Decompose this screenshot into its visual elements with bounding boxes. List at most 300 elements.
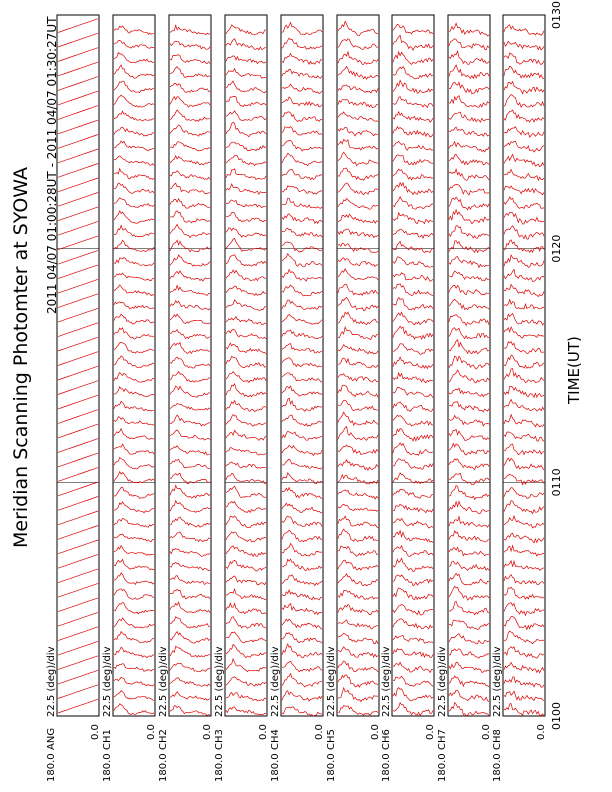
trace-line [393, 588, 433, 600]
trace-line [393, 312, 433, 325]
trace-line [393, 229, 433, 238]
trace-line [226, 239, 266, 252]
trace-line [449, 547, 489, 555]
trace-line [114, 314, 154, 324]
trace-line [504, 25, 544, 36]
trace-line [282, 373, 322, 383]
trace-line [504, 342, 544, 354]
x-tick-label: 0120 [550, 234, 563, 263]
trace-line [449, 573, 489, 585]
trace-line [170, 549, 210, 557]
trace-line [504, 415, 544, 427]
trace-line [114, 417, 154, 426]
trace-line [449, 501, 489, 514]
trace-line [58, 308, 98, 322]
trace-line [170, 97, 210, 108]
trace-line [449, 51, 489, 64]
trace-line [504, 53, 544, 65]
trace-line [504, 400, 544, 412]
trace-line [504, 314, 544, 326]
trace-line [504, 575, 544, 585]
trace-line [449, 561, 489, 570]
trace-line [449, 703, 489, 716]
trace-line [282, 559, 322, 570]
plot-title: Meridian Scanning Photomter at SYOWA [10, 166, 32, 548]
trace-line [58, 627, 98, 641]
trace-line [338, 445, 378, 455]
trace-line [226, 486, 266, 497]
trace-line [504, 533, 544, 543]
trace-line [114, 602, 154, 614]
trace-line [58, 468, 98, 482]
trace-line [226, 502, 266, 513]
trace-line [393, 443, 433, 455]
x-tick-labels [550, 1, 563, 730]
trace-line [449, 226, 489, 239]
trace-line [170, 301, 210, 310]
trace-line [504, 170, 544, 181]
trace-line [449, 299, 489, 309]
panel-name: CH3 [214, 729, 225, 750]
trace-line [170, 67, 210, 78]
trace-line [393, 688, 433, 701]
trace-line [58, 641, 98, 655]
trace-line [170, 343, 210, 354]
trace-line [170, 632, 210, 644]
trace-line [504, 546, 544, 556]
trace-line [393, 112, 433, 122]
trace-line [170, 183, 210, 194]
panel-ch8 [492, 15, 547, 782]
time-range-label: 2011 04/07 01:00:28UT - 2011 04/07 01:30:27UT [45, 16, 59, 314]
trace-line [114, 81, 154, 92]
panel-ch4 [270, 15, 325, 782]
trace-line [170, 678, 210, 686]
trace-line [282, 38, 322, 49]
trace-line [226, 142, 266, 150]
trace-line [226, 286, 266, 295]
trace-line [282, 358, 322, 367]
trace-line [282, 254, 322, 267]
y-tick-max: 180.0 [326, 753, 337, 782]
trace-line [449, 271, 489, 281]
trace-line [58, 207, 98, 221]
trace-line [114, 589, 154, 600]
trace-line [226, 111, 266, 121]
trace-line [393, 662, 433, 672]
y-tick-max: 180.0 [381, 753, 392, 782]
trace-group [58, 19, 98, 713]
trace-line [226, 589, 266, 600]
trace-line [282, 544, 322, 557]
trace-line [338, 67, 378, 80]
trace-line [393, 155, 433, 165]
trace-line [58, 106, 98, 120]
trace-line [226, 329, 266, 339]
trace-line [170, 110, 210, 121]
trace-line [226, 39, 266, 50]
trace-line [58, 48, 98, 62]
trace-line [58, 497, 98, 511]
trace-line [114, 546, 154, 556]
y-tick-max: 180.0 [46, 753, 57, 782]
trace-line [170, 142, 210, 151]
trace-line [338, 647, 378, 657]
trace-line [226, 255, 266, 266]
trace-line [338, 21, 378, 36]
trace-line [393, 344, 433, 355]
trace-line [338, 139, 378, 150]
trace-line [170, 706, 210, 716]
trace-group [338, 21, 378, 715]
trace-line [449, 315, 489, 326]
y-tick-max: 180.0 [158, 753, 169, 782]
trace-line [282, 707, 322, 716]
trace-line [226, 560, 266, 571]
trace-line [114, 169, 154, 180]
trace-line [282, 473, 322, 484]
trace-line [226, 532, 266, 542]
trace-line [449, 370, 489, 383]
trace-line [226, 603, 266, 614]
trace-line [58, 511, 98, 525]
panel-ch1 [102, 15, 157, 782]
trace-line [114, 429, 154, 440]
trace-line [58, 424, 98, 438]
trace-line [282, 445, 322, 455]
trace-line [114, 52, 154, 63]
trace-line [393, 242, 433, 253]
trace-line [58, 337, 98, 351]
trace-line [504, 127, 544, 138]
trace-line [226, 213, 266, 222]
trace-line [58, 598, 98, 612]
trace-line [58, 670, 98, 684]
trace-line [58, 77, 98, 91]
trace-line [226, 546, 266, 557]
y-tick-max: 180.0 [492, 753, 503, 782]
trace-line [170, 562, 210, 571]
trace-line [58, 453, 98, 467]
trace-line [393, 273, 433, 282]
trace-line [449, 356, 489, 369]
y-tick-min: 0.0 [314, 724, 325, 740]
trace-line [282, 127, 322, 136]
trace-line [504, 95, 544, 108]
trace-line [338, 199, 378, 210]
trace-line [449, 23, 489, 36]
trace-line [170, 357, 210, 368]
trace-line [504, 369, 544, 383]
trace-line [170, 314, 210, 324]
trace-line [338, 688, 378, 702]
trace-line [504, 141, 544, 152]
trace-line [338, 574, 378, 586]
trace-line [226, 96, 266, 106]
trace-line [282, 575, 322, 586]
trace-line [170, 473, 210, 483]
trace-line [338, 633, 378, 644]
trace-line [226, 228, 266, 237]
trace-line [282, 214, 322, 224]
trace-line [449, 39, 489, 50]
trace-line [449, 96, 489, 108]
trace-line [114, 141, 154, 151]
trace-line [393, 604, 433, 615]
trace-line [170, 211, 210, 223]
trace-line [114, 285, 154, 296]
x-tick-label: 0130 [550, 1, 563, 29]
trace-line [338, 504, 378, 511]
trace-line [282, 315, 322, 325]
trace-line [170, 386, 210, 397]
trace-line [170, 41, 210, 49]
trace-line [393, 35, 433, 50]
trace-line [226, 56, 266, 64]
trace-line [449, 257, 489, 268]
trace-line [114, 40, 154, 48]
trace-line [58, 555, 98, 569]
trace-line [449, 634, 489, 644]
y-tick-min: 0.0 [202, 724, 213, 740]
trace-line [170, 446, 210, 455]
trace-line [114, 258, 154, 266]
trace-line [504, 691, 544, 700]
trace-line [170, 125, 210, 136]
trace-line [58, 62, 98, 76]
trace-line [449, 112, 489, 122]
trace-line [449, 169, 489, 180]
trace-line [226, 401, 266, 412]
scale-label: 22.5 (deg)/div [46, 646, 57, 717]
trace-line [226, 317, 266, 325]
scale-label: 22.5 (deg)/div [158, 646, 169, 717]
trace-line [449, 185, 489, 196]
trace-line [282, 674, 322, 687]
trace-line [114, 487, 154, 498]
panel-ch2 [158, 15, 213, 782]
trace-line [338, 529, 378, 541]
trace-line [393, 676, 433, 686]
y-tick-min: 0.0 [425, 724, 436, 740]
trace-line [504, 561, 544, 571]
trace-line [170, 459, 210, 468]
trace-line [504, 82, 544, 94]
trace-line [170, 240, 210, 252]
trace-line [504, 617, 544, 630]
trace-line [170, 415, 210, 426]
trace-line [393, 635, 433, 643]
trace-line [338, 385, 378, 397]
trace-group [114, 26, 154, 715]
trace-line [338, 460, 378, 470]
trace-line [58, 250, 98, 264]
trace-line [504, 458, 544, 470]
trace-line [282, 691, 322, 701]
trace-line [114, 691, 154, 701]
trace-line [504, 66, 544, 79]
trace-line [449, 662, 489, 672]
scale-label: 22.5 (deg)/div [102, 646, 113, 717]
trace-line [338, 243, 378, 253]
trace-line [226, 343, 266, 354]
trace-line [226, 372, 266, 383]
trace-line [449, 601, 489, 615]
trace-line [504, 212, 544, 224]
trace-line [393, 298, 433, 310]
trace-line [338, 52, 378, 65]
trace-line [393, 489, 433, 498]
trace-line [449, 65, 489, 78]
trace-line [393, 558, 433, 571]
trace-line [393, 459, 433, 470]
trace-line [449, 586, 489, 600]
trace-line [58, 221, 98, 235]
trace-line [393, 357, 433, 368]
trace-line [504, 444, 544, 455]
trace-line [170, 83, 210, 92]
trace-line [226, 576, 266, 585]
trace-line [282, 633, 322, 644]
trace-line [338, 85, 378, 93]
y-tick-max: 180.0 [102, 753, 113, 782]
panel-frame [57, 15, 99, 716]
panel-name: CH7 [437, 729, 448, 750]
trace-line [449, 142, 489, 152]
trace-line [504, 677, 544, 688]
trace-line [282, 228, 322, 237]
trace-line [170, 55, 210, 64]
trace-line [170, 663, 210, 672]
trace-line [282, 285, 322, 296]
trace-line [338, 560, 378, 570]
trace-line [170, 371, 210, 382]
trace-line [58, 120, 98, 134]
trace-line [170, 156, 210, 165]
trace-line [170, 199, 210, 208]
trace-line [282, 23, 322, 35]
trace-line [282, 386, 322, 396]
trace-line [226, 645, 266, 658]
panel-ch5 [326, 15, 381, 782]
trace-line [114, 401, 154, 411]
trace-line [393, 649, 433, 658]
trace-line [449, 429, 489, 440]
panel-ch7 [437, 15, 492, 782]
trace-line [338, 312, 378, 325]
trace-line [504, 197, 544, 209]
trace-line [114, 127, 154, 136]
trace-line [338, 591, 378, 600]
panel-name: CH8 [492, 729, 503, 750]
trace-line [114, 328, 154, 339]
trace-line [114, 677, 154, 686]
trace-line [393, 387, 433, 397]
trace-line [449, 517, 489, 528]
trace-line [393, 284, 433, 296]
trace-line [170, 171, 210, 180]
trace-line [226, 677, 266, 686]
trace-line [114, 95, 154, 107]
trace-line [226, 448, 266, 456]
trace-line [114, 183, 154, 194]
trace-line [58, 526, 98, 540]
trace-line [114, 225, 154, 236]
y-tick-max: 180.0 [270, 753, 281, 782]
trace-line [393, 546, 433, 557]
trace-line [58, 583, 98, 597]
trace-line [58, 381, 98, 395]
x-tick-label: 0110 [550, 468, 563, 497]
trace-group [282, 23, 322, 717]
trace-line [114, 387, 154, 397]
trace-line [114, 444, 154, 454]
trace-line [338, 604, 378, 614]
trace-line [58, 279, 98, 293]
trace-line [226, 184, 266, 194]
trace-line [504, 516, 544, 528]
trace-line [282, 459, 322, 469]
trace-line [282, 604, 322, 615]
y-tick-min: 0.0 [536, 724, 547, 740]
trace-line [114, 302, 154, 309]
trace-line [504, 270, 544, 282]
trace-line [393, 415, 433, 426]
trace-line [504, 186, 544, 195]
trace-line [393, 141, 433, 150]
trace-line [226, 81, 266, 93]
trace-line [504, 355, 544, 368]
trace-line [338, 99, 378, 107]
trace-line [338, 516, 378, 528]
trace-line [226, 617, 266, 629]
trace-line [114, 343, 154, 354]
trace-line [282, 97, 322, 107]
trace-line [338, 412, 378, 425]
trace-line [58, 294, 98, 308]
trace-line [449, 473, 489, 484]
scale-label: 22.5 (deg)/div [381, 646, 392, 717]
trace-line [114, 211, 154, 223]
trace-line [338, 400, 378, 411]
trace-line [282, 84, 322, 93]
trace-line [338, 168, 378, 180]
trace-line [282, 344, 322, 354]
y-tick-min: 0.0 [481, 724, 492, 740]
panel-name: CH4 [270, 729, 281, 750]
trace-line [226, 415, 266, 427]
trace-line [504, 631, 544, 644]
trace-line [114, 198, 154, 208]
trace-line [393, 169, 433, 180]
trace-line [170, 501, 210, 513]
trace-line [338, 39, 378, 50]
trace-line [504, 501, 544, 514]
trace-line [170, 25, 210, 34]
trace-line [114, 240, 154, 251]
trace-line [393, 519, 433, 529]
y-tick-min: 0.0 [370, 724, 381, 740]
trace-line [170, 517, 210, 527]
panel-ch6 [381, 15, 436, 782]
trace-line [114, 632, 154, 643]
trace-line [338, 229, 378, 238]
trace-line [504, 300, 544, 309]
trace-group [504, 25, 544, 716]
trace-line [338, 298, 378, 311]
trace-group [170, 25, 210, 715]
trace-line [282, 141, 322, 151]
